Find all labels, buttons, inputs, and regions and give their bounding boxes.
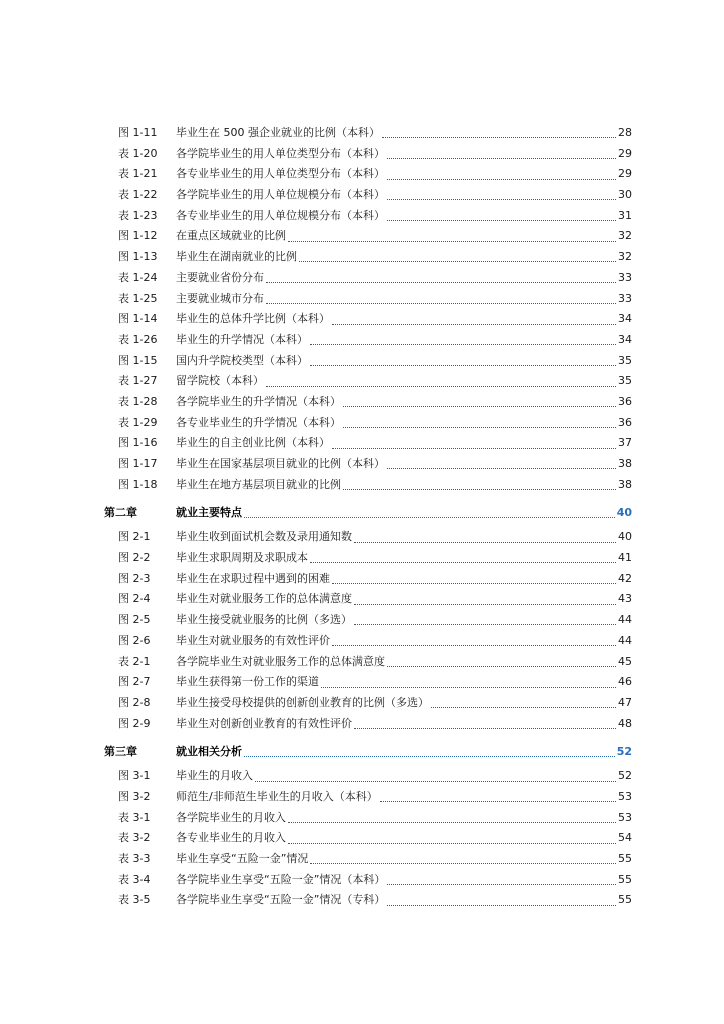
toc-entry[interactable]: [104, 226, 632, 247]
toc-page-number[interactable]: 52: [616, 745, 632, 759]
toc-entry[interactable]: [104, 144, 632, 165]
toc-entry-label: 表 1-25: [118, 291, 158, 305]
toc-entry[interactable]: [104, 123, 632, 144]
toc-page-number[interactable]: 30: [618, 188, 632, 202]
toc-page-number[interactable]: 42: [618, 571, 632, 585]
toc-entry[interactable]: [104, 289, 632, 310]
dot-leader: [354, 623, 616, 625]
dot-leader: [332, 644, 616, 646]
toc-entry-label: 图 2-8: [118, 695, 151, 709]
dot-leader: [288, 842, 616, 844]
toc-entry[interactable]: [104, 610, 632, 631]
dot-leader: [332, 447, 616, 449]
dot-leader: [387, 467, 616, 469]
dot-leader: [387, 219, 616, 221]
toc-page-number[interactable]: 34: [618, 332, 632, 346]
toc-entry[interactable]: [104, 206, 632, 227]
toc-page-number[interactable]: 38: [618, 457, 632, 470]
toc-entry-label: 表 1-20: [118, 146, 158, 160]
dot-leader: [387, 157, 616, 159]
toc-entry-title[interactable]: 各专业毕业生的月收入: [176, 831, 286, 845]
toc-page-number[interactable]: 37: [618, 436, 632, 450]
toc-entry-label: 图 1-13: [118, 250, 158, 264]
toc-entry-title[interactable]: 各学院毕业生享受“五险一金”情况（专科）: [176, 893, 386, 907]
toc-entry[interactable]: [104, 413, 632, 434]
toc-entry-label: 图 2-7: [118, 675, 151, 689]
toc-entry-title[interactable]: 就业主要特点: [176, 506, 242, 520]
toc-page-number[interactable]: 46: [618, 675, 632, 689]
toc-page-number[interactable]: 43: [618, 592, 632, 606]
toc-entry[interactable]: [104, 392, 632, 413]
toc-entry-label: 表 1-27: [118, 374, 158, 388]
dot-leader: [343, 405, 616, 407]
toc-entry-label: 表 1-24: [118, 270, 158, 284]
toc-entry-label: 图 1-15: [118, 353, 158, 367]
toc-entry-title[interactable]: 各学院毕业生的升学情况（本科）: [176, 394, 341, 408]
toc-entry[interactable]: [104, 766, 632, 787]
toc-entry-title[interactable]: 毕业生在求职过程中遇到的困难: [176, 571, 330, 585]
toc-page-number[interactable]: 55: [618, 852, 632, 865]
toc-entry-label: 图 3-1: [118, 769, 151, 783]
toc-entry[interactable]: [104, 714, 632, 735]
dot-leader: [266, 302, 616, 304]
toc-entry[interactable]: [104, 693, 632, 714]
toc-page-number[interactable]: 40: [618, 530, 632, 544]
toc-page-number[interactable]: 44: [618, 633, 632, 647]
toc-entry-label: 第三章: [104, 745, 137, 759]
dot-leader: [387, 198, 616, 200]
toc-entry-title[interactable]: 就业相关分析: [176, 745, 242, 759]
toc-entry-title[interactable]: 毕业生的月收入: [176, 769, 253, 783]
toc-page-number[interactable]: 32: [618, 229, 632, 243]
toc-entry-title[interactable]: 留学院校（本科）: [176, 374, 264, 388]
toc-page-number[interactable]: 40: [616, 506, 632, 520]
toc-entry-label: 第二章: [104, 506, 137, 520]
toc-entry-label: 表 3-4: [118, 872, 151, 886]
toc-entry-title[interactable]: 毕业生享受“五险一金”情况: [176, 852, 309, 865]
toc-entry[interactable]: [104, 870, 632, 891]
toc-entry[interactable]: [104, 185, 632, 206]
toc-entry-title[interactable]: 毕业生对就业服务工作的总体满意度: [176, 592, 352, 606]
toc-page-number[interactable]: 33: [618, 270, 632, 284]
toc-page-number[interactable]: 48: [618, 716, 632, 730]
toc-entry-title[interactable]: 各专业毕业生的用人单位类型分布（本科）: [176, 167, 385, 181]
toc-page-number[interactable]: 32: [618, 250, 632, 264]
toc-page-number[interactable]: 28: [618, 126, 632, 139]
toc-entry-title[interactable]: 师范生/非师范生毕业生的月收入（本科）: [176, 789, 378, 803]
dot-leader: [431, 706, 616, 708]
toc-entry[interactable]: [104, 309, 632, 330]
toc-entry-label: 表 1-26: [118, 332, 158, 346]
dot-leader: [310, 343, 616, 345]
dot-leader: [288, 821, 616, 823]
toc-entry-title[interactable]: 毕业生的自主创业比例（本科）: [176, 436, 330, 450]
toc-entry-label: 表 1-21: [118, 167, 158, 181]
toc-entry-label: 图 1-14: [118, 312, 158, 326]
toc-page-number[interactable]: 33: [618, 291, 632, 305]
dot-leader: [343, 426, 616, 428]
dot-leader: [354, 541, 616, 543]
toc-entry-title[interactable]: 毕业生收到面试机会数及录用通知数: [176, 530, 352, 544]
toc-chapter-entry[interactable]: [104, 738, 632, 766]
toc-entry-title[interactable]: 毕业生求职周期及求职成本: [176, 551, 308, 565]
toc-entry[interactable]: [104, 330, 632, 351]
toc-entry[interactable]: [104, 268, 632, 289]
toc-entry-label: 表 1-23: [118, 208, 158, 222]
toc-entry[interactable]: [104, 849, 632, 870]
dot-leader: [244, 516, 615, 518]
toc-page-number[interactable]: 41: [618, 551, 632, 565]
toc-page-number[interactable]: 54: [618, 831, 632, 845]
toc-entry-title[interactable]: 毕业生的总体升学比例（本科）: [176, 312, 330, 326]
toc-entry-title[interactable]: 国内升学院校类型（本科）: [176, 353, 308, 367]
toc-page-number[interactable]: 45: [618, 654, 632, 668]
toc-entry[interactable]: [104, 672, 632, 693]
toc-entry-label: 图 1-12: [118, 229, 158, 243]
toc-entry-title[interactable]: 毕业生在 500 强企业就业的比例（本科）: [176, 126, 380, 139]
dot-leader: [310, 364, 616, 366]
dot-leader: [354, 603, 616, 605]
toc-entry-label: 表 1-28: [118, 394, 158, 408]
toc-entry-label: 图 2-9: [118, 716, 151, 730]
dot-leader: [382, 136, 616, 138]
dot-leader: [288, 240, 616, 242]
toc-entry[interactable]: [104, 351, 632, 372]
dot-leader: [354, 727, 616, 729]
toc-entry[interactable]: [104, 454, 632, 475]
toc-entry[interactable]: [104, 475, 632, 496]
toc-entry-label: 表 3-5: [118, 893, 151, 907]
toc-entry-label: 图 1-18: [118, 477, 158, 491]
toc-entry[interactable]: [104, 808, 632, 829]
toc-entry-title[interactable]: 主要就业省份分布: [176, 270, 264, 284]
toc-entry-label: 图 2-1: [118, 530, 151, 544]
toc-entry-title[interactable]: 各专业毕业生的升学情况（本科）: [176, 415, 341, 429]
toc-page-number[interactable]: 52: [618, 769, 632, 783]
toc-page-number[interactable]: 38: [618, 477, 632, 491]
table-of-contents: [104, 123, 632, 911]
dot-leader: [244, 755, 615, 757]
toc-entry-title[interactable]: 毕业生接受母校提供的创新创业教育的比例（多选）: [176, 695, 429, 709]
toc-entry-title[interactable]: 各学院毕业生的用人单位规模分布（本科）: [176, 188, 385, 202]
toc-entry-label: 图 2-6: [118, 633, 151, 647]
toc-page-number[interactable]: 55: [618, 893, 632, 907]
dot-leader: [387, 883, 616, 885]
dot-leader: [310, 862, 616, 864]
toc-entry-title[interactable]: 各学院毕业生对就业服务工作的总体满意度: [176, 654, 385, 668]
toc-entry-title[interactable]: 各专业毕业生的用人单位规模分布（本科）: [176, 208, 385, 222]
toc-entry-label: 表 3-2: [118, 831, 151, 845]
toc-entry[interactable]: [104, 548, 632, 569]
toc-entry-title[interactable]: 毕业生的升学情况（本科）: [176, 332, 308, 346]
toc-page-number[interactable]: 53: [618, 810, 632, 824]
toc-entry[interactable]: [104, 589, 632, 610]
toc-entry[interactable]: [104, 527, 632, 548]
toc-entry-label: 图 2-4: [118, 592, 151, 606]
toc-entry-title[interactable]: 毕业生在湖南就业的比例: [176, 250, 297, 264]
toc-page-number[interactable]: 53: [618, 789, 632, 803]
toc-page-number[interactable]: 55: [618, 872, 632, 886]
toc-entry-title[interactable]: 毕业生对创新创业教育的有效性评价: [176, 716, 352, 730]
toc-entry[interactable]: [104, 787, 632, 808]
toc-entry-title[interactable]: 各学院毕业生享受“五险一金”情况（本科）: [176, 872, 386, 886]
toc-entry-title[interactable]: 毕业生获得第一份工作的渠道: [176, 675, 319, 689]
dot-leader: [332, 582, 616, 584]
toc-entry-title[interactable]: 毕业生在地方基层项目就业的比例: [176, 477, 341, 491]
toc-entry-label: 图 1-11: [118, 126, 158, 139]
toc-entry-label: 表 3-1: [118, 810, 151, 824]
dot-leader: [321, 686, 616, 688]
toc-page-number[interactable]: 29: [618, 167, 632, 181]
toc-entry-label: 表 1-29: [118, 415, 158, 429]
toc-entry-label: 图 2-3: [118, 571, 151, 585]
toc-entry-label: 表 3-3: [118, 852, 151, 865]
dot-leader: [266, 385, 616, 387]
toc-entry-label: 图 3-2: [118, 789, 151, 803]
toc-entry[interactable]: [104, 164, 632, 185]
toc-entry[interactable]: [104, 890, 632, 911]
toc-entry-label: 表 1-22: [118, 188, 158, 202]
dot-leader: [332, 323, 616, 325]
toc-entry-title[interactable]: 各学院毕业生的用人单位类型分布（本科）: [176, 146, 385, 160]
toc-entry-label: 图 1-16: [118, 436, 158, 450]
toc-page-number[interactable]: 31: [618, 208, 632, 222]
toc-entry-label: 图 1-17: [118, 457, 158, 470]
toc-page-number[interactable]: 35: [618, 374, 632, 388]
toc-entry-title[interactable]: 毕业生在国家基层项目就业的比例（本科）: [176, 457, 385, 470]
dot-leader: [387, 665, 616, 667]
toc-page-number[interactable]: 47: [618, 695, 632, 709]
toc-page-number[interactable]: 34: [618, 312, 632, 326]
toc-entry-title[interactable]: 各学院毕业生的月收入: [176, 810, 286, 824]
dot-leader: [299, 260, 616, 262]
toc-page-number[interactable]: 36: [618, 415, 632, 429]
toc-page-number[interactable]: 36: [618, 394, 632, 408]
toc-chapter-entry[interactable]: [104, 499, 632, 527]
toc-entry-label: 图 2-2: [118, 551, 151, 565]
toc-entry[interactable]: [104, 247, 632, 268]
toc-page-number[interactable]: 44: [618, 613, 632, 627]
toc-entry-title[interactable]: 毕业生对就业服务的有效性评价: [176, 633, 330, 647]
toc-entry-title[interactable]: 毕业生接受就业服务的比例（多选）: [176, 613, 352, 627]
toc-entry[interactable]: [104, 652, 632, 673]
toc-entry[interactable]: [104, 371, 632, 392]
toc-entry[interactable]: [104, 433, 632, 454]
dot-leader: [387, 178, 616, 180]
toc-entry-label: 图 2-5: [118, 613, 151, 627]
toc-entry-title[interactable]: 在重点区域就业的比例: [176, 229, 286, 243]
dot-leader: [266, 281, 616, 283]
toc-page-number[interactable]: 35: [618, 353, 632, 367]
dot-leader: [255, 780, 616, 782]
toc-entry[interactable]: [104, 631, 632, 652]
toc-page-number[interactable]: 29: [618, 146, 632, 160]
toc-entry-label: 表 2-1: [118, 654, 151, 668]
dot-leader: [387, 904, 616, 906]
dot-leader: [310, 561, 616, 563]
toc-entry-title[interactable]: 主要就业城市分布: [176, 291, 264, 305]
toc-entry[interactable]: [104, 569, 632, 590]
dot-leader: [380, 800, 616, 802]
toc-entry[interactable]: [104, 828, 632, 849]
dot-leader: [343, 488, 616, 490]
